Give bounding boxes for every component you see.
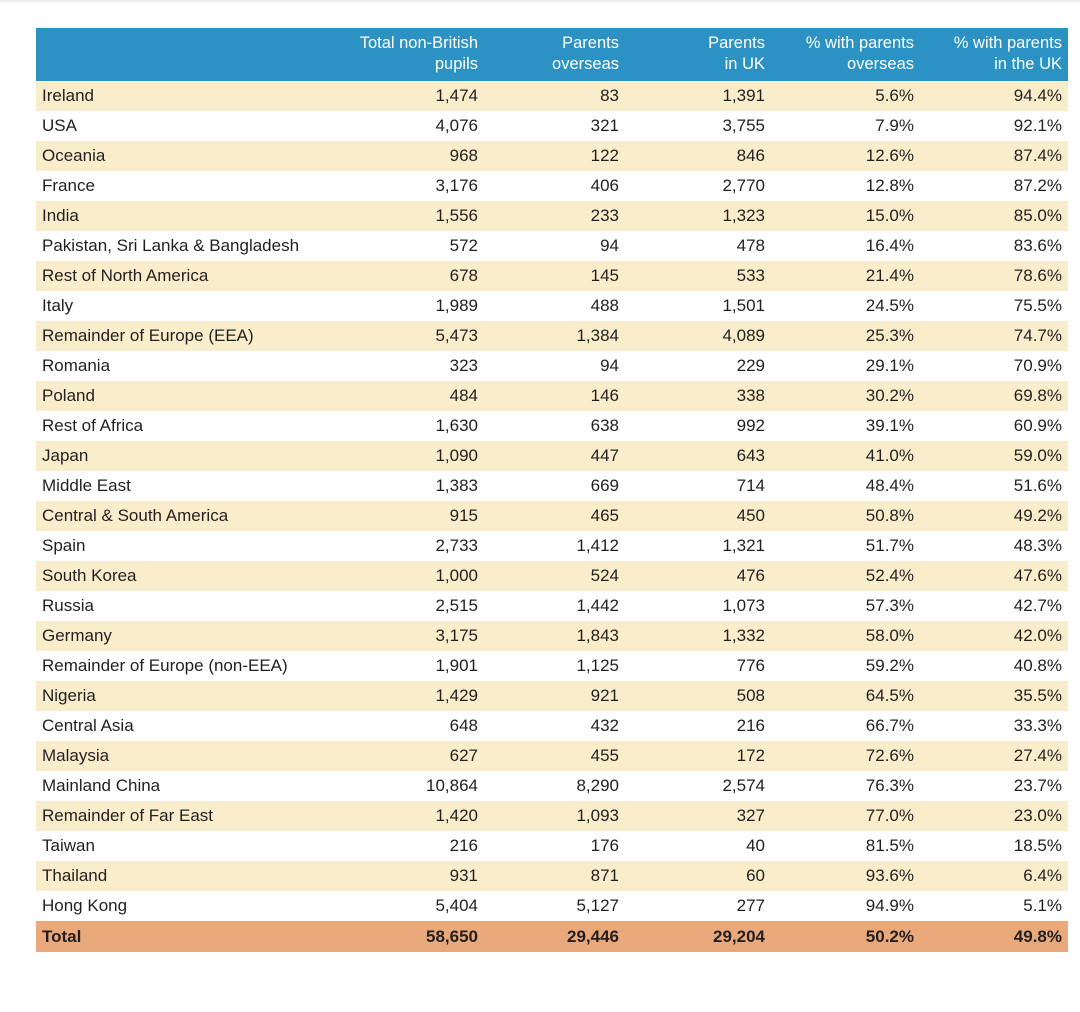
header-line: Parents: [562, 34, 619, 52]
parents-overseas-cell: 447: [590, 446, 619, 465]
table-row: [36, 891, 1068, 921]
parents-overseas-cell: 638: [590, 416, 619, 435]
parents-overseas-cell: 122: [590, 146, 619, 165]
pct-parents-in-uk-cell: 27.4%: [1013, 746, 1062, 765]
table-row: [36, 531, 1068, 561]
total-pupils-cell: 4,076: [435, 116, 478, 135]
region-label: Remainder of Europe (non-EEA): [42, 656, 288, 675]
parents-overseas-cell: 8,290: [576, 776, 619, 795]
header-line: % with parents: [953, 34, 1062, 52]
table-row: [36, 291, 1068, 321]
table-row: [36, 411, 1068, 441]
header-parents-overseas: [484, 28, 625, 81]
total-pupils-cell: 678: [449, 266, 478, 285]
table-row: [36, 471, 1068, 501]
total-pupils-cell: 10,864: [426, 776, 478, 795]
total-parents-overseas-value: 29,446: [484, 921, 625, 952]
pct-parents-overseas-cell: 7.9%: [875, 116, 914, 135]
parents-in-uk-cell: 2,574: [722, 776, 765, 795]
pct-parents-overseas-cell: 72.6%: [865, 746, 914, 765]
region-label: Ireland: [42, 86, 94, 105]
total-pupils-cell: 1,429: [435, 686, 478, 705]
total-pupils-cell: 1,901: [435, 656, 478, 675]
pct-parents-in-uk-cell: 85.0%: [1013, 206, 1062, 225]
total-pupils-cell: 484: [449, 386, 478, 405]
header-line: Parents: [708, 34, 765, 52]
total-pupils-cell: 1,556: [435, 206, 478, 225]
table-row: [36, 381, 1068, 411]
parents-overseas-cell: 465: [590, 506, 619, 525]
total-pupils-cell: 5,473: [435, 326, 478, 345]
parents-overseas-cell: 669: [590, 476, 619, 495]
parents-in-uk-cell: 172: [736, 746, 765, 765]
total-pupils-cell: 915: [449, 506, 478, 525]
pct-parents-overseas-cell: 30.2%: [865, 386, 914, 405]
total-pct-overseas-value: 50.2%: [771, 921, 920, 952]
parents-in-uk-cell: 338: [736, 386, 765, 405]
parents-in-uk-cell: 60: [746, 866, 765, 885]
parents-in-uk-cell: 2,770: [722, 176, 765, 195]
parents-overseas-cell: 455: [590, 746, 619, 765]
pct-parents-overseas-cell: 48.4%: [865, 476, 914, 495]
header-line: pupils: [434, 55, 478, 73]
parents-in-uk-cell: 476: [736, 566, 765, 585]
parents-in-uk-cell: 1,391: [722, 86, 765, 105]
region-label: Romania: [42, 356, 111, 375]
region-label: France: [42, 176, 95, 195]
header-line: overseas: [847, 55, 914, 73]
total-pupils-cell: 5,404: [435, 896, 478, 915]
pct-parents-overseas-cell: 52.4%: [865, 566, 914, 585]
region-label: Poland: [42, 386, 95, 405]
pct-parents-in-uk-cell: 23.0%: [1013, 806, 1062, 825]
header-pct-parents-in-uk: [920, 28, 1068, 81]
region-label: Pakistan, Sri Lanka & Bangladesh: [42, 236, 300, 255]
pct-parents-in-uk-cell: 59.0%: [1013, 446, 1062, 465]
pct-parents-overseas-cell: 41.0%: [865, 446, 914, 465]
pct-parents-in-uk-cell: 74.7%: [1013, 326, 1062, 345]
parents-overseas-cell: 83: [600, 86, 619, 105]
total-pupils-cell: 1,989: [435, 296, 478, 315]
pct-parents-overseas-cell: 5.6%: [875, 86, 914, 105]
region-label: Malaysia: [42, 746, 110, 765]
parents-in-uk-cell: 508: [736, 686, 765, 705]
parents-in-uk-cell: 4,089: [722, 326, 765, 345]
table-row: [36, 141, 1068, 171]
pct-parents-overseas-cell: 29.1%: [865, 356, 914, 375]
header-pct-parents-overseas: [771, 28, 920, 81]
parents-in-uk-cell: 450: [736, 506, 765, 525]
parents-in-uk-cell: 714: [736, 476, 765, 495]
table-row: [36, 441, 1068, 471]
pct-parents-in-uk-cell: 42.0%: [1013, 626, 1062, 645]
pct-parents-in-uk-cell: 92.1%: [1013, 116, 1062, 135]
pct-parents-in-uk-cell: 42.7%: [1013, 596, 1062, 615]
parents-in-uk-cell: 533: [736, 266, 765, 285]
pct-parents-in-uk-cell: 69.8%: [1013, 386, 1062, 405]
pct-parents-overseas-cell: 25.3%: [865, 326, 914, 345]
region-label: Russia: [42, 596, 94, 615]
region-label: Germany: [42, 626, 112, 645]
parents-overseas-cell: 1,442: [576, 596, 619, 615]
parents-in-uk-cell: 40: [746, 836, 765, 855]
parents-overseas-cell: 146: [590, 386, 619, 405]
total-pupils-cell: 1,383: [435, 476, 478, 495]
region-label: Oceania: [42, 146, 106, 165]
table-row: [36, 231, 1068, 261]
table-row: [36, 651, 1068, 681]
total-parents-in-uk-value: 29,204: [625, 921, 771, 952]
parents-overseas-cell: 5,127: [576, 896, 619, 915]
pct-parents-in-uk-cell: 35.5%: [1013, 686, 1062, 705]
non-british-pupils-table: [36, 28, 1068, 952]
region-label: Japan: [42, 446, 89, 465]
parents-in-uk-cell: 277: [736, 896, 765, 915]
table-row: [36, 261, 1068, 291]
parents-overseas-cell: 145: [590, 266, 619, 285]
pct-parents-in-uk-cell: 51.6%: [1013, 476, 1062, 495]
table-footer: [36, 921, 1068, 952]
pct-parents-in-uk-cell: 49.2%: [1013, 506, 1062, 525]
parents-overseas-cell: 1,412: [576, 536, 619, 555]
pct-parents-in-uk-cell: 5.1%: [1023, 896, 1062, 915]
total-pupils-cell: 323: [449, 356, 478, 375]
pct-parents-overseas-cell: 81.5%: [865, 836, 914, 855]
pct-parents-overseas-cell: 57.3%: [865, 596, 914, 615]
parents-overseas-cell: 1,093: [576, 806, 619, 825]
pct-parents-overseas-cell: 12.6%: [865, 146, 914, 165]
parents-overseas-cell: 488: [590, 296, 619, 315]
region-label: Hong Kong: [42, 896, 128, 915]
total-pupils-cell: 648: [449, 716, 478, 735]
table-row: [36, 111, 1068, 141]
total-pupils-cell: 931: [449, 866, 478, 885]
parents-overseas-cell: 921: [590, 686, 619, 705]
parents-in-uk-cell: 327: [736, 806, 765, 825]
table-row: [36, 81, 1068, 111]
table-row: [36, 861, 1068, 891]
parents-overseas-cell: 321: [590, 116, 619, 135]
total-row-label: Total: [36, 921, 336, 952]
total-pupils-cell: 216: [449, 836, 478, 855]
parents-overseas-cell: 94: [600, 356, 619, 375]
pct-parents-overseas-cell: 77.0%: [865, 806, 914, 825]
region-label: Mainland China: [42, 776, 161, 795]
parents-in-uk-cell: 1,323: [722, 206, 765, 225]
region-label: Rest of Africa: [42, 416, 144, 435]
parents-in-uk-cell: 478: [736, 236, 765, 255]
region-label: Italy: [42, 296, 74, 315]
region-label: Taiwan: [42, 836, 95, 855]
total-pupils-cell: 1,474: [435, 86, 478, 105]
pct-parents-in-uk-cell: 6.4%: [1023, 866, 1062, 885]
table-row: [36, 171, 1068, 201]
table-header: [36, 28, 1068, 81]
parents-in-uk-cell: 3,755: [722, 116, 765, 135]
total-pupils-cell: 1,630: [435, 416, 478, 435]
total-pupils-cell: 3,176: [435, 176, 478, 195]
table-row: [36, 591, 1068, 621]
header-line: overseas: [552, 55, 619, 73]
pct-parents-in-uk-cell: 47.6%: [1013, 566, 1062, 585]
total-pupils-cell: 1,420: [435, 806, 478, 825]
region-label: Middle East: [42, 476, 131, 495]
parents-overseas-cell: 406: [590, 176, 619, 195]
pct-parents-in-uk-cell: 60.9%: [1013, 416, 1062, 435]
total-pupils-value: 58,650: [336, 921, 484, 952]
pct-parents-in-uk-cell: 18.5%: [1013, 836, 1062, 855]
pct-parents-in-uk-cell: 75.5%: [1013, 296, 1062, 315]
pct-parents-overseas-cell: 93.6%: [865, 866, 914, 885]
parents-overseas-cell: 524: [590, 566, 619, 585]
parents-in-uk-cell: 1,321: [722, 536, 765, 555]
table-row: [36, 831, 1068, 861]
pct-parents-in-uk-cell: 70.9%: [1013, 356, 1062, 375]
parents-in-uk-cell: 1,332: [722, 626, 765, 645]
table-row: [36, 561, 1068, 591]
pct-parents-overseas-cell: 59.2%: [865, 656, 914, 675]
total-pupils-cell: 572: [449, 236, 478, 255]
parents-overseas-cell: 1,384: [576, 326, 619, 345]
total-row: [36, 921, 1068, 952]
pct-parents-in-uk-cell: 23.7%: [1013, 776, 1062, 795]
table-row: [36, 501, 1068, 531]
total-pupils-cell: 2,515: [435, 596, 478, 615]
pct-parents-overseas-cell: 50.8%: [865, 506, 914, 525]
pct-parents-overseas-cell: 51.7%: [865, 536, 914, 555]
pct-parents-overseas-cell: 21.4%: [865, 266, 914, 285]
header-line: in the UK: [994, 55, 1062, 73]
pct-parents-overseas-cell: 66.7%: [865, 716, 914, 735]
header-line: % with parents: [805, 34, 914, 52]
parents-in-uk-cell: 846: [736, 146, 765, 165]
table-row: [36, 801, 1068, 831]
pct-parents-in-uk-cell: 33.3%: [1013, 716, 1062, 735]
header-line: Total non-British: [359, 34, 478, 52]
region-label: Remainder of Europe (EEA): [42, 326, 254, 345]
table-body: [36, 81, 1068, 921]
region-label: Rest of North America: [42, 266, 209, 285]
header-total-non-british-pupils: [336, 28, 484, 81]
header-row: [36, 28, 1068, 81]
pct-parents-overseas-cell: 15.0%: [865, 206, 914, 225]
parents-in-uk-cell: 216: [736, 716, 765, 735]
table-row: [36, 681, 1068, 711]
pct-parents-overseas-cell: 39.1%: [865, 416, 914, 435]
pct-parents-in-uk-cell: 87.2%: [1013, 176, 1062, 195]
parents-in-uk-cell: 992: [736, 416, 765, 435]
total-pupils-cell: 3,175: [435, 626, 478, 645]
top-edge-line: [0, 0, 1080, 2]
region-label: Nigeria: [42, 686, 96, 705]
parents-in-uk-cell: 643: [736, 446, 765, 465]
table-row: [36, 321, 1068, 351]
pct-parents-in-uk-cell: 40.8%: [1013, 656, 1062, 675]
header-parents-in-uk: [625, 28, 771, 81]
parents-overseas-cell: 871: [590, 866, 619, 885]
pct-parents-in-uk-cell: 94.4%: [1013, 86, 1062, 105]
parents-in-uk-cell: 776: [736, 656, 765, 675]
pct-parents-overseas-cell: 12.8%: [865, 176, 914, 195]
pct-parents-in-uk-cell: 83.6%: [1013, 236, 1062, 255]
total-pupils-cell: 2,733: [435, 536, 478, 555]
parents-in-uk-cell: 1,501: [722, 296, 765, 315]
pct-parents-overseas-cell: 58.0%: [865, 626, 914, 645]
header-line: in UK: [724, 55, 765, 73]
header-region-column: [36, 28, 336, 81]
pct-parents-overseas-cell: 94.9%: [865, 896, 914, 915]
region-label: USA: [42, 116, 77, 135]
parents-overseas-cell: 432: [590, 716, 619, 735]
pct-parents-overseas-cell: 16.4%: [865, 236, 914, 255]
pct-parents-in-uk-cell: 78.6%: [1013, 266, 1062, 285]
table-row: [36, 741, 1068, 771]
pct-parents-overseas-cell: 76.3%: [865, 776, 914, 795]
region-label: India: [42, 206, 79, 225]
pct-parents-in-uk-cell: 87.4%: [1013, 146, 1062, 165]
table-row: [36, 621, 1068, 651]
table-row: [36, 771, 1068, 801]
parents-in-uk-cell: 1,073: [722, 596, 765, 615]
region-label: Thailand: [42, 866, 108, 885]
total-pupils-cell: 968: [449, 146, 478, 165]
pct-parents-overseas-cell: 64.5%: [865, 686, 914, 705]
table-row: [36, 201, 1068, 231]
region-label: Remainder of Far East: [42, 806, 214, 825]
pct-parents-overseas-cell: 24.5%: [865, 296, 914, 315]
parents-overseas-cell: 1,125: [576, 656, 619, 675]
parents-overseas-cell: 233: [590, 206, 619, 225]
pct-parents-in-uk-cell: 48.3%: [1013, 536, 1062, 555]
parents-overseas-cell: 1,843: [576, 626, 619, 645]
parents-overseas-cell: 176: [590, 836, 619, 855]
total-pct-in-uk-value: 49.8%: [920, 921, 1068, 952]
table-row: [36, 711, 1068, 741]
total-pupils-cell: 1,090: [435, 446, 478, 465]
parents-in-uk-cell: 229: [736, 356, 765, 375]
region-label: Spain: [42, 536, 86, 555]
total-pupils-cell: 627: [449, 746, 478, 765]
parents-overseas-cell: 94: [600, 236, 619, 255]
region-label: South Korea: [42, 566, 137, 585]
table-row: [36, 351, 1068, 381]
region-label: Central Asia: [42, 716, 134, 735]
total-pupils-cell: 1,000: [435, 566, 478, 585]
region-label: Central & South America: [42, 506, 229, 525]
